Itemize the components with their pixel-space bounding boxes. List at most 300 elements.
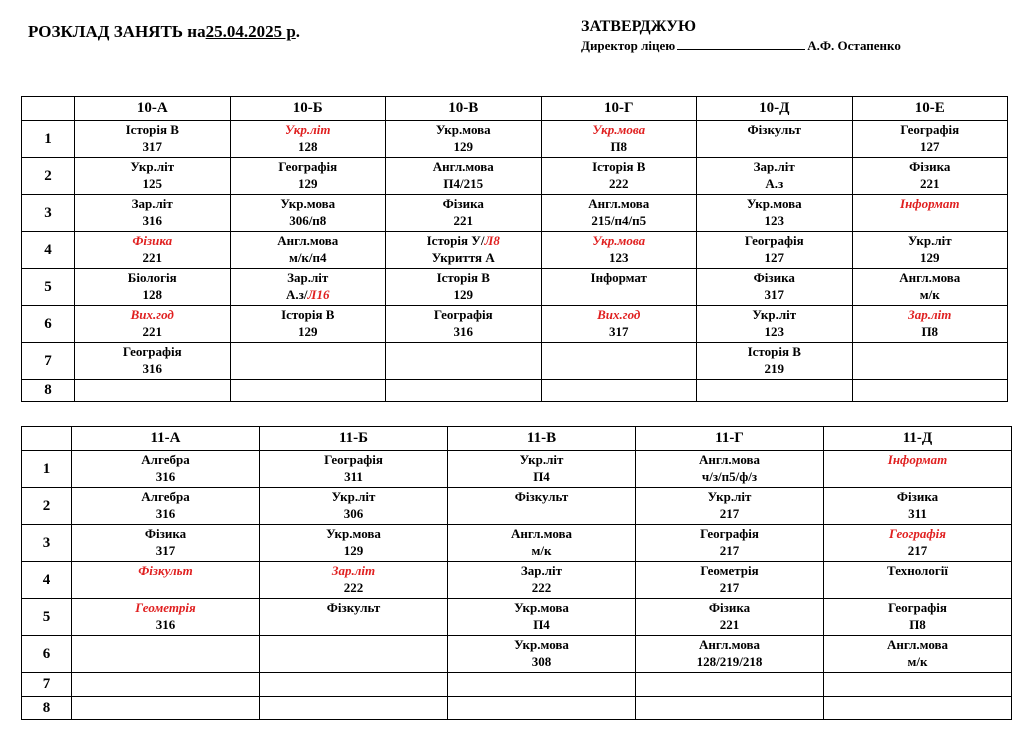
subject-name: Фізкульт bbox=[138, 563, 193, 578]
room-number: 128/219/218 bbox=[696, 654, 763, 669]
lesson-cell bbox=[636, 636, 824, 673]
lesson-cell bbox=[636, 562, 824, 599]
room-text bbox=[542, 175, 697, 192]
room-number: 217 bbox=[719, 543, 740, 558]
class-header: 11-Г bbox=[636, 427, 824, 451]
lesson-cell bbox=[852, 380, 1008, 402]
lesson-cell bbox=[824, 636, 1012, 673]
subject-text bbox=[386, 195, 541, 212]
room-text bbox=[636, 505, 823, 522]
room-text bbox=[824, 505, 1011, 522]
room-text bbox=[448, 542, 635, 559]
room-number: 316 bbox=[142, 213, 162, 228]
room-text bbox=[636, 616, 823, 633]
room-text bbox=[75, 138, 230, 155]
room-text bbox=[75, 323, 230, 340]
lesson-cell bbox=[824, 697, 1012, 720]
room-text bbox=[853, 249, 1008, 266]
subject-text bbox=[697, 232, 852, 249]
lesson-cell bbox=[636, 488, 824, 525]
lesson-cell bbox=[230, 380, 386, 402]
subject-name: Біологія bbox=[127, 270, 177, 285]
lesson-number: 1 bbox=[22, 121, 75, 158]
subject-name: Зар.літ bbox=[287, 270, 329, 285]
room-number: 215/п4/п5 bbox=[591, 213, 647, 228]
lesson-cell bbox=[852, 121, 1008, 158]
room-text bbox=[386, 175, 541, 192]
subject-name: Географія bbox=[122, 344, 182, 359]
subject-text bbox=[697, 195, 852, 212]
lesson-row bbox=[22, 380, 1008, 402]
lesson-cell bbox=[230, 121, 386, 158]
subject-text bbox=[636, 525, 823, 542]
subject-text bbox=[231, 195, 386, 212]
room-number: 221 bbox=[719, 617, 740, 632]
subject-text bbox=[697, 269, 852, 286]
subject-name: Фізика bbox=[896, 489, 939, 504]
subject-name: Інформат bbox=[590, 270, 647, 285]
subject-text bbox=[697, 121, 852, 138]
subject-name: Інформат bbox=[887, 452, 948, 467]
subject-name: Історія В bbox=[592, 159, 646, 174]
subject-text bbox=[260, 451, 447, 468]
lesson-cell bbox=[448, 451, 636, 488]
lesson-number: 8 bbox=[22, 380, 75, 402]
lesson-row bbox=[22, 697, 1012, 720]
subject-text bbox=[72, 525, 259, 542]
lesson-number: 3 bbox=[22, 525, 72, 562]
subject-name: Вих.год bbox=[597, 307, 641, 322]
lesson-cell bbox=[386, 195, 542, 232]
room-number: 317 bbox=[764, 287, 784, 302]
subject-text bbox=[636, 562, 823, 579]
subject-name: Історія У/ bbox=[426, 233, 485, 248]
signature-line bbox=[677, 39, 805, 50]
subject-name: Укр.мова bbox=[514, 637, 569, 652]
lesson-number: 1 bbox=[22, 451, 72, 488]
lesson-cell bbox=[260, 599, 448, 636]
subject-name: Географія bbox=[433, 307, 493, 322]
room-number: П4 bbox=[533, 469, 550, 484]
subject-name: Зар.літ bbox=[753, 159, 795, 174]
subject-name: Укр.літ bbox=[707, 489, 752, 504]
lesson-row bbox=[22, 195, 1008, 232]
room-number: 127 bbox=[920, 139, 940, 154]
subject-text bbox=[448, 525, 635, 542]
subject-name: Фізкульт bbox=[326, 600, 381, 615]
subject-name: Історія В bbox=[436, 270, 490, 285]
subject-name: Фізика bbox=[753, 270, 795, 285]
room-text bbox=[72, 616, 259, 633]
lesson-cell bbox=[824, 673, 1012, 697]
room-number: 221 bbox=[142, 250, 162, 265]
subject-name: Укр.літ bbox=[285, 122, 331, 137]
lesson-row bbox=[22, 269, 1008, 306]
room-number: А.з bbox=[765, 176, 784, 191]
lesson-cell bbox=[75, 269, 231, 306]
lesson-row bbox=[22, 232, 1008, 269]
room-number: 217 bbox=[719, 580, 740, 595]
room-number: 219 bbox=[764, 361, 784, 376]
title-date: 25.04.2025 р bbox=[205, 22, 296, 41]
subject-name: Фізика bbox=[144, 526, 187, 541]
room-text bbox=[853, 286, 1008, 303]
subject-text bbox=[824, 599, 1011, 616]
subject-text bbox=[697, 158, 852, 175]
room-number: П8 bbox=[610, 139, 628, 154]
subject-text bbox=[636, 488, 823, 505]
lesson-number: 5 bbox=[22, 269, 75, 306]
lesson-cell bbox=[697, 269, 853, 306]
room-text bbox=[75, 212, 230, 229]
room-number: 129 bbox=[920, 250, 940, 265]
subject-text bbox=[75, 306, 230, 323]
subject-name: Зар.літ bbox=[908, 307, 952, 322]
lesson-cell bbox=[541, 380, 697, 402]
subject-text bbox=[448, 636, 635, 653]
room-number: 221 bbox=[142, 324, 162, 339]
subject-text bbox=[448, 599, 635, 616]
subject-name: Географія bbox=[888, 600, 947, 615]
subject-text bbox=[386, 121, 541, 138]
subject-name: Укр.мова bbox=[592, 122, 646, 137]
subject-text bbox=[72, 451, 259, 468]
room-number: 306/п8 bbox=[289, 213, 327, 228]
subject-text bbox=[636, 636, 823, 653]
room-text bbox=[853, 323, 1008, 340]
subject-name: Укр.мова bbox=[746, 196, 802, 211]
room-number: ч/з/п5/ф/з bbox=[701, 469, 758, 484]
room-number: 129 bbox=[453, 287, 473, 302]
subject-name: Технології bbox=[887, 563, 948, 578]
subject-text bbox=[853, 306, 1008, 323]
subject-text bbox=[72, 562, 259, 579]
subject-name: Зар.літ bbox=[131, 196, 173, 211]
room-number: 317 bbox=[609, 324, 629, 339]
subject-name: Зар.літ bbox=[331, 563, 376, 578]
room-number: А.з/ bbox=[286, 287, 308, 302]
room-text bbox=[231, 138, 386, 155]
subject-text bbox=[231, 306, 386, 323]
room-text bbox=[824, 616, 1011, 633]
subject-text bbox=[542, 195, 697, 212]
subject-text bbox=[231, 269, 386, 286]
room-text bbox=[824, 542, 1011, 559]
subject-text bbox=[853, 121, 1008, 138]
lesson-row bbox=[22, 121, 1008, 158]
subject-text bbox=[697, 343, 852, 360]
room-text bbox=[636, 542, 823, 559]
lesson-row bbox=[22, 158, 1008, 195]
lesson-cell bbox=[72, 673, 260, 697]
lesson-cell bbox=[697, 306, 853, 343]
subject-name: Фізика bbox=[708, 600, 751, 615]
room-text bbox=[260, 468, 447, 485]
lesson-cell bbox=[386, 380, 542, 402]
subject-text bbox=[260, 488, 447, 505]
director-label: Директор ліцею bbox=[581, 38, 676, 53]
lesson-number: 2 bbox=[22, 158, 75, 195]
subject-name: Англ.мова bbox=[886, 637, 949, 652]
lesson-cell bbox=[541, 343, 697, 380]
room-text bbox=[697, 323, 852, 340]
room-number: П8 bbox=[921, 324, 939, 339]
room-number: 217 bbox=[719, 506, 740, 521]
lesson-number: 6 bbox=[22, 636, 72, 673]
lesson-number: 5 bbox=[22, 599, 72, 636]
subject-name: Інформат bbox=[900, 196, 960, 211]
corner-cell bbox=[22, 427, 72, 451]
subject-text bbox=[542, 158, 697, 175]
lesson-cell bbox=[636, 673, 824, 697]
room-number: 222 bbox=[609, 176, 629, 191]
lesson-cell bbox=[386, 158, 542, 195]
room-number: 129 bbox=[298, 324, 318, 339]
room-text bbox=[542, 138, 697, 155]
subject-text bbox=[542, 232, 697, 249]
lesson-cell bbox=[824, 488, 1012, 525]
room-number: 128 bbox=[298, 139, 318, 154]
lesson-number: 3 bbox=[22, 195, 75, 232]
room-number: 306 bbox=[343, 506, 364, 521]
subject-text bbox=[260, 599, 447, 616]
room-text bbox=[75, 175, 230, 192]
subject-text bbox=[542, 121, 697, 138]
class-header: 10-Б bbox=[230, 97, 386, 121]
subject-name: Англ.мова bbox=[510, 526, 573, 541]
subject-name: Укр.літ bbox=[519, 452, 564, 467]
lesson-cell bbox=[852, 306, 1008, 343]
subject-name: Укр.літ bbox=[907, 233, 952, 248]
subject-name: Укр.мова bbox=[592, 233, 646, 248]
subject-text bbox=[75, 195, 230, 212]
room-text bbox=[697, 286, 852, 303]
subject-text bbox=[448, 488, 635, 505]
lesson-cell bbox=[636, 697, 824, 720]
room-number: П8 bbox=[909, 617, 926, 632]
lesson-cell bbox=[72, 525, 260, 562]
room-number: 317 bbox=[142, 139, 162, 154]
lesson-row bbox=[22, 525, 1012, 562]
lesson-cell bbox=[824, 562, 1012, 599]
lesson-cell bbox=[824, 599, 1012, 636]
lesson-cell bbox=[75, 306, 231, 343]
subject-name: Алгебра bbox=[141, 452, 190, 467]
subject-text bbox=[636, 451, 823, 468]
room-text bbox=[542, 323, 697, 340]
subject-text bbox=[260, 562, 447, 579]
lesson-cell bbox=[386, 121, 542, 158]
class-header: 10-А bbox=[75, 97, 231, 121]
room-text bbox=[636, 653, 823, 670]
room-number: м/к bbox=[907, 654, 928, 669]
lesson-cell bbox=[260, 488, 448, 525]
room-number: П4/215 bbox=[443, 176, 484, 191]
lesson-cell bbox=[75, 343, 231, 380]
lesson-number: 4 bbox=[22, 232, 75, 269]
lesson-cell bbox=[636, 525, 824, 562]
subject-name: Англ.мова bbox=[277, 233, 339, 248]
subject-text bbox=[386, 306, 541, 323]
room-text bbox=[386, 212, 541, 229]
room-text bbox=[260, 505, 447, 522]
room-text bbox=[697, 175, 852, 192]
class-header: 11-Д bbox=[824, 427, 1012, 451]
room-text bbox=[75, 286, 230, 303]
lesson-row bbox=[22, 636, 1012, 673]
subject-text bbox=[824, 451, 1011, 468]
lesson-cell bbox=[824, 451, 1012, 488]
subject-name: Фізика bbox=[442, 196, 484, 211]
room-text bbox=[75, 360, 230, 377]
lesson-number: 6 bbox=[22, 306, 75, 343]
approval-block bbox=[581, 18, 901, 54]
lesson-cell bbox=[75, 232, 231, 269]
room-number: 217 bbox=[907, 543, 928, 558]
subject-text bbox=[75, 343, 230, 360]
subject-name: Геометрія bbox=[135, 600, 196, 615]
room-text bbox=[72, 468, 259, 485]
lesson-cell bbox=[448, 562, 636, 599]
subject-name: Англ.мова bbox=[698, 637, 761, 652]
subject-name: Географія bbox=[324, 452, 383, 467]
room-number: Укриття А bbox=[431, 250, 495, 265]
lesson-number: 2 bbox=[22, 488, 72, 525]
lesson-cell bbox=[75, 195, 231, 232]
lesson-cell bbox=[386, 306, 542, 343]
class-header: 10-В bbox=[386, 97, 542, 121]
room-text bbox=[231, 286, 386, 303]
subject-text bbox=[72, 488, 259, 505]
lesson-cell bbox=[230, 306, 386, 343]
room-number: 123 bbox=[764, 324, 784, 339]
lesson-cell bbox=[541, 269, 697, 306]
subject-text bbox=[72, 599, 259, 616]
subject-name: Географія bbox=[700, 526, 759, 541]
room-text bbox=[448, 579, 635, 596]
subject-name: Географія bbox=[900, 122, 960, 137]
room-number: 221 bbox=[453, 213, 473, 228]
header-row bbox=[22, 97, 1008, 121]
subject-text bbox=[75, 121, 230, 138]
lesson-cell bbox=[448, 599, 636, 636]
room-number: 308 bbox=[531, 654, 552, 669]
room-text bbox=[853, 175, 1008, 192]
room-number: 129 bbox=[343, 543, 364, 558]
lesson-cell bbox=[448, 673, 636, 697]
class-header: 11-В bbox=[448, 427, 636, 451]
subject-name: Фізика bbox=[132, 233, 173, 248]
room-text bbox=[697, 360, 852, 377]
room-number: 316 bbox=[453, 324, 473, 339]
subject-name: Англ.мова bbox=[432, 159, 494, 174]
subject-text bbox=[386, 269, 541, 286]
subject-text bbox=[75, 232, 230, 249]
lesson-cell bbox=[852, 195, 1008, 232]
subject-name: Укр.літ bbox=[130, 159, 175, 174]
room-text bbox=[542, 249, 697, 266]
subject-name: Історія В bbox=[281, 307, 335, 322]
lesson-cell bbox=[260, 697, 448, 720]
subject-text bbox=[231, 121, 386, 138]
lesson-cell bbox=[448, 636, 636, 673]
lesson-number: 7 bbox=[22, 343, 75, 380]
room-number: 123 bbox=[764, 213, 784, 228]
subject-text bbox=[824, 562, 1011, 579]
subject-name: Геометрія bbox=[700, 563, 759, 578]
lesson-cell bbox=[697, 232, 853, 269]
lesson-cell bbox=[230, 343, 386, 380]
lesson-cell bbox=[697, 195, 853, 232]
lesson-row bbox=[22, 673, 1012, 697]
subject-name: Укр.мова bbox=[280, 196, 336, 211]
subject-text bbox=[260, 525, 447, 542]
room-text bbox=[231, 212, 386, 229]
subject-name: Англ.мова bbox=[899, 270, 961, 285]
lesson-cell bbox=[72, 599, 260, 636]
lesson-cell bbox=[260, 451, 448, 488]
subject-text bbox=[824, 636, 1011, 653]
subject-text bbox=[448, 451, 635, 468]
room-text bbox=[231, 249, 386, 266]
lesson-number: 8 bbox=[22, 697, 72, 720]
subject-name: Фізкульт bbox=[514, 489, 569, 504]
lesson-row bbox=[22, 451, 1012, 488]
title-prefix: РОЗКЛАД ЗАНЯТЬ на bbox=[28, 22, 206, 41]
lesson-cell bbox=[386, 232, 542, 269]
lesson-cell bbox=[852, 343, 1008, 380]
room-number: 221 bbox=[920, 176, 940, 191]
room-number: 317 bbox=[155, 543, 176, 558]
room-text bbox=[260, 542, 447, 559]
subject-name: Фізика bbox=[909, 159, 951, 174]
room-highlight: Л8 bbox=[484, 233, 500, 248]
subject-text bbox=[75, 158, 230, 175]
lesson-cell bbox=[697, 343, 853, 380]
lesson-cell bbox=[852, 158, 1008, 195]
lesson-cell bbox=[75, 380, 231, 402]
lesson-cell bbox=[260, 673, 448, 697]
room-text bbox=[75, 249, 230, 266]
subject-text bbox=[636, 599, 823, 616]
room-text bbox=[260, 579, 447, 596]
room-highlight: Л16 bbox=[307, 287, 330, 302]
lesson-cell bbox=[448, 697, 636, 720]
director-line bbox=[581, 38, 901, 54]
room-text bbox=[386, 249, 541, 266]
subject-name: Історія В bbox=[747, 344, 801, 359]
room-text bbox=[386, 286, 541, 303]
approve-label: ЗАТВЕРДЖУЮ bbox=[581, 18, 697, 35]
room-number: м/к bbox=[919, 287, 940, 302]
lesson-cell bbox=[75, 158, 231, 195]
subject-name: Зар.літ bbox=[520, 563, 563, 578]
lesson-cell bbox=[386, 343, 542, 380]
subject-name: Укр.мова bbox=[514, 600, 569, 615]
room-text bbox=[72, 542, 259, 559]
subject-name: Укр.літ bbox=[331, 489, 376, 504]
schedule-table-10 bbox=[21, 96, 1008, 402]
room-number: 123 bbox=[609, 250, 629, 265]
lesson-cell bbox=[75, 121, 231, 158]
room-number: 129 bbox=[453, 139, 473, 154]
lesson-cell bbox=[230, 269, 386, 306]
class-header: 11-Б bbox=[260, 427, 448, 451]
subject-name: Англ.мова bbox=[698, 452, 761, 467]
subject-text bbox=[853, 195, 1008, 212]
room-text bbox=[853, 138, 1008, 155]
lesson-cell bbox=[72, 636, 260, 673]
